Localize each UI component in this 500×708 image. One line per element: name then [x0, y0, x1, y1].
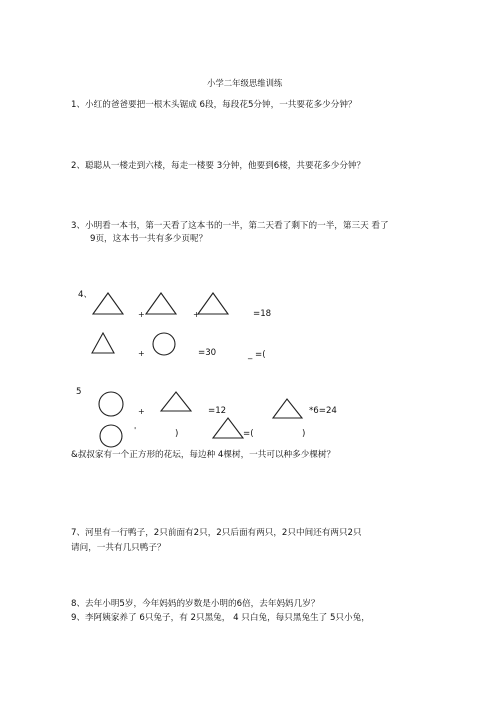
question-3-line-1: 3、小明看一本书，第一天看了这本书的一半，第二天看了剩下的一半，第三天 看了 — [71, 221, 389, 231]
question-4-plus-1: + — [138, 310, 145, 319]
question-5-equals-open: =( — [243, 429, 254, 439]
question-9: 9、李阿姨家养了 6只兔子，有 2只黑兔， 4 只白兔，每只黑兔生了 5只小兔， — [71, 613, 370, 623]
triangle-icon — [93, 293, 123, 314]
question-5-label: 5 — [76, 387, 82, 397]
triangle-icon — [213, 418, 243, 438]
question-4-label: 4、 — [78, 290, 93, 300]
circle-icon — [100, 425, 122, 447]
circle-icon — [153, 333, 175, 355]
question-5-plus: + — [138, 407, 145, 416]
question-4-answer-blank: _ =( — [248, 350, 266, 360]
question-4-plus-3: + — [138, 349, 145, 358]
triangle-icon — [92, 333, 114, 353]
triangle-icon — [146, 293, 176, 314]
triangle-icon — [273, 399, 302, 418]
question-6: &叔叔家有一个正方形的花坛，每边种 4棵树，一共可以种多少棵树？ — [71, 450, 336, 460]
question-5-equals-12: =12 — [208, 406, 227, 416]
question-3-line-2: 9页，这本书一共有多少页呢？ — [90, 234, 208, 244]
question-7-line-2: 请问，一共有几只鸭子？ — [71, 543, 166, 553]
question-5-close-paren-2: ) — [302, 429, 306, 439]
question-1: 1、小红的爸爸要把一根木头锯成 6段，每段花5分钟，一共要花多少分钟？ — [71, 100, 357, 110]
question-5-close-paren: ) — [175, 429, 179, 439]
triangle-icon — [198, 293, 228, 314]
triangle-icon — [161, 392, 191, 411]
question-5-mark: ' — [134, 426, 137, 435]
question-4-equals-18: =18 — [253, 309, 272, 319]
page-title: 小学二年级思维训练 — [207, 78, 283, 88]
question-2: 2、聪聪从一楼走到六楼，每走一楼要 3分钟，他要到6楼，共要花多少分钟？ — [71, 161, 366, 171]
circle-icon — [99, 392, 123, 416]
question-4-plus-2: + — [193, 310, 200, 319]
question-4-equals-30: =30 — [198, 348, 217, 358]
question-5-times-6-equals-24: *6=24 — [309, 406, 337, 416]
question-8: 8、去年小明5岁，今年妈妈的岁数是小明的6倍，去年妈妈几岁？ — [71, 599, 320, 609]
question-7-line-1: 7、河里有一行鸭子，2只前面有2只，2只后面有两只，2只中间还有两只2只 — [71, 528, 362, 538]
